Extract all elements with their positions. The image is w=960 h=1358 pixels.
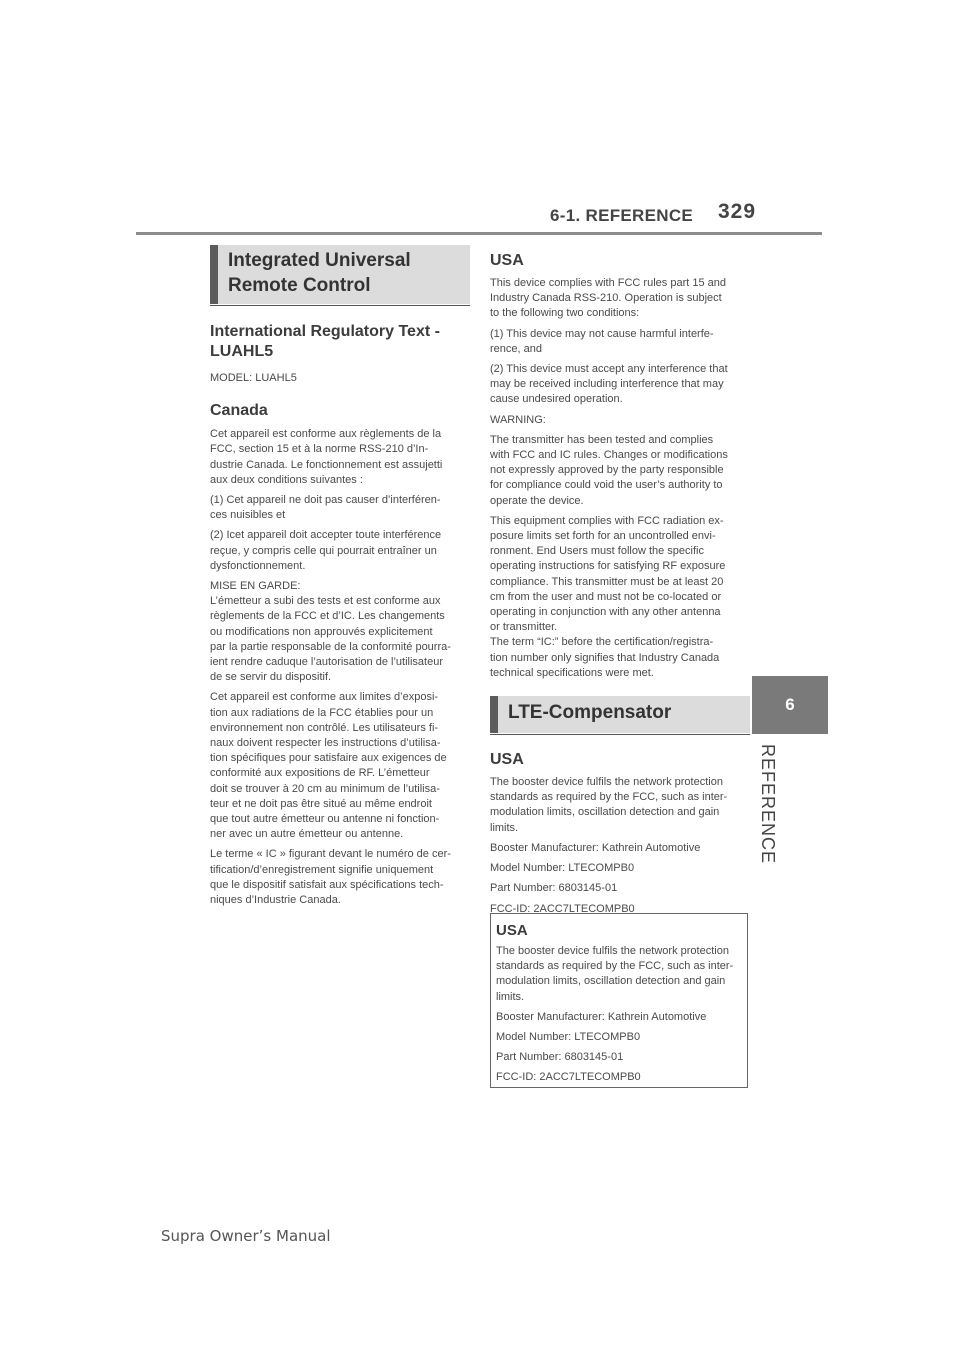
canada-paragraph [210,690,470,842]
box-body [496,944,742,1086]
canada-line: tification/d’enregistrement signifie uniquement [210,863,434,876]
usa-line: technical specifications were met. [490,666,654,679]
lte-banner-block [490,696,750,735]
box-line: modulation limits, oscillation detection and gain [496,975,726,988]
section-title: 6-1. REFERENCE [550,206,694,225]
box-line: limits. [496,990,525,1003]
canada-line: (2) Icet appareil doit accepter toute interférence [210,529,442,542]
usa-line: operating instructions for satisfying RF exposure [490,560,726,573]
box-paragraph [496,944,742,1005]
canada-line: MISE EN GARDE: [210,580,301,593]
lte-paragraph [490,881,750,896]
usa-line: cm from the user and must not be co-located or [490,590,722,603]
usa-paragraph [490,433,750,509]
lte-line: limits. [490,821,519,834]
usa-line: rence, and [490,342,542,355]
regulatory-heading-line-2: LUAHL5 [210,343,274,360]
manual-title: Supra Owner’s Manual [161,1227,331,1245]
usa-paragraph [490,276,750,322]
usa-body [490,276,750,681]
usa-line: The term “IC:” before the certification/registra- [490,636,714,649]
banner-underline [210,305,470,306]
usa-info-box [490,913,748,1088]
canada-line: tion aux radiations de la FCC établies pour un [210,706,434,719]
header-divider [136,232,822,235]
usa-line: with FCC and IC rules. Changes or modifications [490,449,728,462]
box-usa-heading: USA [496,922,528,939]
regulatory-heading [210,322,470,362]
lte-line: Booster Manufacturer: Kathrein Automotive [490,841,701,854]
canada-line: environnement non contrôlé. Les utilisateurs fi- [210,721,439,734]
canada-line: ner avec un autre émetteur ou antenne. [210,828,404,841]
usa-line: This device complies with FCC rules part 15 and [490,277,726,289]
canada-paragraph [210,493,470,523]
canada-line: ou modifications non approuvés explicitement [210,625,433,638]
canada-paragraph [210,847,470,908]
usa-line: (2) This device must accept any interference that [490,363,728,376]
integrated-remote-banner [210,245,470,304]
regulatory-heading-line-1: International Regulatory Text - [210,323,440,340]
canada-line: ient rendre caduque l’autorisation de l’utilisateur [210,656,443,669]
chapter-tab[interactable]: 6 [752,676,828,734]
usa-line: to the following two conditions: [490,307,640,320]
canada-line: dysfonctionnement. [210,559,306,572]
lte-banner-underline [490,734,750,735]
usa-line: operating in conjunction with any other antenna [490,606,721,619]
box-paragraph [496,1050,742,1065]
usa-line: WARNING: [490,413,546,426]
canada-line: FCC, section 15 et à la norme RSS-210 d’In- [210,443,429,456]
usa-paragraph [490,362,750,408]
canada-line: tion spécifiques pour satisfaire aux exigences de [210,752,447,765]
canada-line: Le terme « IC » figurant devant le numéro de cer- [210,848,451,861]
right-column [490,245,750,917]
usa-line: (1) This device may not cause harmful interfe- [490,327,714,340]
canada-line: ces nuisibles et [210,509,286,522]
lte-usa-heading: USA [490,751,524,769]
box-line: The booster device fulfils the network protection [496,945,729,957]
banner-line-2: Remote Control [228,275,371,296]
canada-line: conformité aux expositions de RF. L’émetteur [210,767,430,780]
lte-line: Part Number: 6803145-01 [490,882,618,895]
canada-line: (1) Cet appareil ne doit pas causer d’interféren- [210,494,441,507]
canada-line: de se servir du dispositif. [210,671,332,684]
canada-heading: Canada [210,402,268,420]
left-column [210,245,470,908]
canada-line: que tout autre émetteur ou antenne ni fonction- [210,813,440,826]
canada-line: Cet appareil est conforme aux règlements de la [210,428,442,441]
box-line: FCC-ID: 2ACC7LTECOMPB0 [496,1071,641,1084]
usa-line: compliance. This transmitter must be at least 20 [490,575,724,588]
box-line: Part Number: 6803145-01 [496,1051,624,1064]
model-text: MODEL: LUAHL5 [210,372,297,384]
usa-paragraph [490,514,750,681]
lte-paragraph [490,775,750,836]
canada-line: Cet appareil est conforme aux limites d’exposi- [210,691,439,704]
lte-line: FCC-ID: 2ACC7LTECOMPB0 [490,902,635,915]
canada-line: L’émetteur a subi des tests et est conforme aux [210,595,441,608]
banner-line-1: Integrated Universal [228,250,411,271]
box-line: Booster Manufacturer: Kathrein Automotive [496,1010,707,1023]
canada-line: règlements de la FCC et d’IC. Les changements [210,610,445,623]
lte-line: The booster device fulfils the network protection [490,776,723,789]
usa-paragraph [490,327,750,357]
canada-paragraph [210,579,470,685]
usa-line: tion number only signifies that Industry Canada [490,651,720,664]
lte-line: modulation limits, oscillation detection and gain [490,806,720,819]
canada-line: naux doivent respecter les instructions d’utilisa- [210,737,441,750]
canada-line: que le dispositif satisfait aux spécifications tech- [210,878,444,891]
usa-line: This equipment complies with FCC radiation ex- [490,514,724,527]
canada-paragraph [210,528,470,574]
lte-line: Model Number: LTECOMPB0 [490,862,635,875]
canada-paragraph [210,427,470,488]
canada-line: aux deux conditions suivantes : [210,473,363,486]
canada-line: doit se trouver à 20 cm au minimum de l’utilisa- [210,782,440,795]
lte-paragraph [490,861,750,876]
canada-body [210,427,470,908]
box-paragraph [496,1070,742,1085]
usa-line: The transmitter has been tested and complies [490,433,714,446]
usa-line: ronment. End Users must follow the specific [490,545,704,558]
lte-body [490,775,750,917]
canada-line: par la partie responsable de la conformité pourra- [210,640,451,653]
lte-paragraph [490,841,750,856]
canada-line: reçue, y compris celle qui pourrait entraîner un [210,544,437,557]
lte-line: standards as required by the FCC, such as inter- [490,791,728,804]
lte-compensator-banner: LTE-Compensator [490,696,750,733]
usa-line: not expressly approved by the party responsible [490,464,724,477]
usa-line: posure limits set forth for an uncontrolled envi- [490,530,716,543]
chapter-label: REFERENCE [758,744,778,865]
usa-line: operate the device. [490,494,584,507]
box-paragraph [496,1030,742,1045]
usa-paragraph [490,413,750,428]
box-line: standards as required by the FCC, such as inter- [496,960,734,973]
usa-line: or transmitter. [490,621,558,634]
usa-line: cause undesired operation. [490,393,623,406]
page-number: 329 [718,200,757,223]
canada-line: dustrie Canada. Le fonctionnement est assujetti [210,458,443,471]
usa-line: Industry Canada RSS-210. Operation is subject [490,292,722,305]
box-paragraph [496,1010,742,1025]
box-line: Model Number: LTECOMPB0 [496,1031,641,1044]
canada-line: niques d’Industrie Canada. [210,894,341,907]
usa-line: may be received including interference that may [490,378,724,391]
canada-line: teur et ne doit pas être situé au même endroit [210,797,432,810]
usa-heading: USA [490,252,524,269]
usa-line: for compliance could void the user’s authority to [490,479,723,492]
